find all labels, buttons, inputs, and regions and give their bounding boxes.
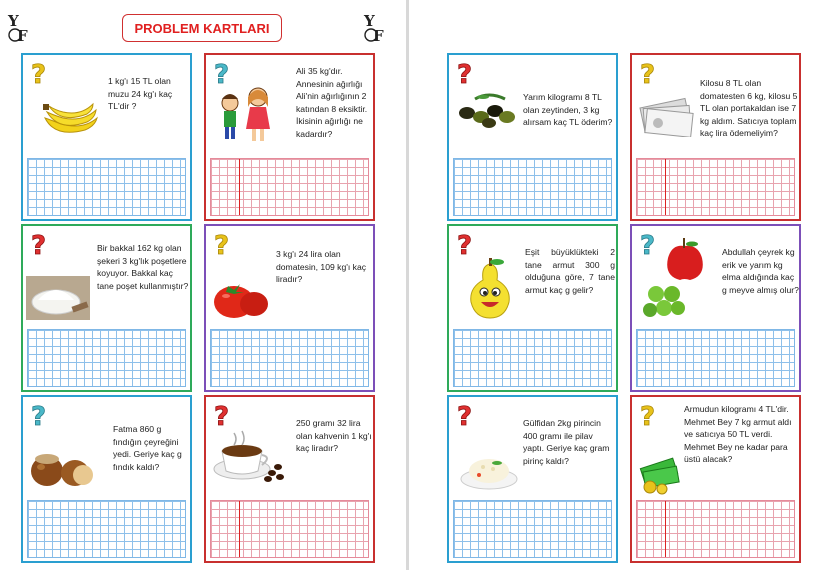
- logo-icon: [362, 12, 390, 46]
- problem-card-olive: [447, 53, 618, 221]
- svg-text:?: ?: [457, 402, 473, 431]
- tomato-icon: [212, 274, 270, 320]
- problem-card-tomato: [204, 224, 375, 392]
- right-page: [409, 0, 815, 570]
- rice-icon: [459, 447, 519, 491]
- pear-icon: [465, 258, 515, 320]
- coffee-icon: [212, 429, 286, 485]
- answer-grid[interactable]: [636, 329, 795, 387]
- answer-grid[interactable]: [453, 158, 612, 216]
- problem-text: Yarım kilogramı 8 TL olan zeytinden, 3 kg alırsam kaç TL öderim?: [523, 92, 613, 128]
- answer-grid[interactable]: [27, 500, 186, 558]
- problem-card-money: [630, 53, 801, 221]
- svg-text:?: ?: [214, 231, 230, 260]
- answer-grid[interactable]: [210, 500, 369, 558]
- hazelnut-icon: [27, 445, 99, 489]
- svg-text:?: ?: [457, 231, 473, 260]
- problem-text: Eşit büyüklükteki 2 tane armut 300 g olduğuna göre, 7 tane armut kaç g gelir?: [525, 247, 615, 295]
- problem-card-apple-plum: [630, 224, 801, 392]
- money-icon: [636, 95, 696, 137]
- answer-grid[interactable]: [636, 500, 795, 558]
- question-mark-icon: [212, 230, 234, 260]
- question-mark-icon: [455, 59, 477, 89]
- cash-icon: [636, 449, 684, 495]
- question-mark-icon: [638, 401, 660, 431]
- question-mark-icon: [455, 401, 477, 431]
- banana-icon: [41, 100, 99, 140]
- question-mark-icon: [455, 230, 477, 260]
- problem-text: Bir bakkal 162 kg olan şekeri 3 kg'lık poşetlere koyuyor. Bakkal kaç tane poşet kullanmıştır?: [97, 243, 189, 291]
- svg-text:F: F: [17, 27, 28, 45]
- svg-text:?: ?: [640, 60, 656, 89]
- svg-text:Y: Y: [364, 12, 375, 30]
- logo-icon: [6, 12, 34, 46]
- problem-text: Kilosu 8 TL olan domatesten 6 kg, kilosu 5 TL olan portakaldan ise 7 kg aldım. Satıcıya toplam kaç lira ödemeliyim?: [700, 78, 798, 139]
- answer-grid[interactable]: [453, 500, 612, 558]
- olive-icon: [455, 89, 519, 131]
- question-mark-icon: [29, 401, 51, 431]
- svg-text:?: ?: [214, 402, 230, 431]
- problem-text: Fatma 860 g fındığın çeyreğini yedi. Geriye kaç g fındık kaldı?: [113, 424, 182, 472]
- problem-card-cash: [630, 395, 801, 563]
- answer-grid[interactable]: [210, 329, 369, 387]
- answer-grid[interactable]: [453, 329, 612, 387]
- svg-text:?: ?: [31, 402, 47, 431]
- problem-text: Gülfidan 2kg pirincin 400 gramı ile pilav yaptı. Geriye kaç gram pirinç kaldı?: [523, 418, 610, 466]
- answer-grid[interactable]: [27, 158, 186, 216]
- sugar-icon: [26, 276, 90, 320]
- svg-text:?: ?: [31, 60, 47, 89]
- svg-text:?: ?: [640, 231, 656, 260]
- problem-text: Abdullah çeyrek kg erik ve yarım kg elma aldığında kaç g meyve almış olur?: [722, 247, 799, 295]
- problem-card-weight: [204, 53, 375, 221]
- problem-card-rice: [447, 395, 618, 563]
- problem-card-pear: [447, 224, 618, 392]
- svg-text:?: ?: [31, 231, 47, 260]
- question-mark-icon: [29, 230, 51, 260]
- problem-text: Armudun kilogramı 4 TL'dir. Mehmet Bey 7 kg armut aldı ve satıcıya 50 TL verdi. Mehmet Bey ne kadar para üstü alacak?: [684, 404, 792, 465]
- svg-text:?: ?: [214, 60, 230, 89]
- problem-text: 1 kg'ı 15 TL olan muzu 24 kg'ı kaç TL'dir ?: [108, 76, 173, 112]
- problem-text: Ali 35 kg'dır. Annesinin ağırlığı Ali'nin ağırlığının 2 katından 8 eksiktir. İkisinin ağırlığı ne kadardır?: [296, 66, 368, 139]
- apple-plum-icon: [640, 238, 710, 320]
- question-mark-icon: [638, 59, 660, 89]
- answer-grid[interactable]: [210, 158, 369, 216]
- svg-text:?: ?: [457, 60, 473, 89]
- question-mark-icon: [29, 59, 51, 89]
- svg-text:Y: Y: [8, 12, 19, 30]
- problem-card-sugar: [21, 224, 192, 392]
- problem-text: 3 kg'ı 24 lira olan domatesin, 109 kg'ı kaç liradır?: [276, 249, 367, 285]
- problem-card-coffee: [204, 395, 375, 563]
- mother-child-icon: [216, 83, 278, 145]
- answer-grid[interactable]: [27, 329, 186, 387]
- problem-text: 250 gramı 32 lira olan kahvenin 1 kg'ı kaç liradır?: [296, 418, 372, 454]
- left-page: [0, 0, 406, 570]
- svg-text:?: ?: [640, 402, 656, 431]
- problem-card-hazelnut: [21, 395, 192, 563]
- question-mark-icon: [212, 401, 234, 431]
- svg-text:F: F: [373, 27, 384, 45]
- problem-card-banana: [21, 53, 192, 221]
- page-title: PROBLEM KARTLARI: [122, 14, 282, 42]
- answer-grid[interactable]: [636, 158, 795, 216]
